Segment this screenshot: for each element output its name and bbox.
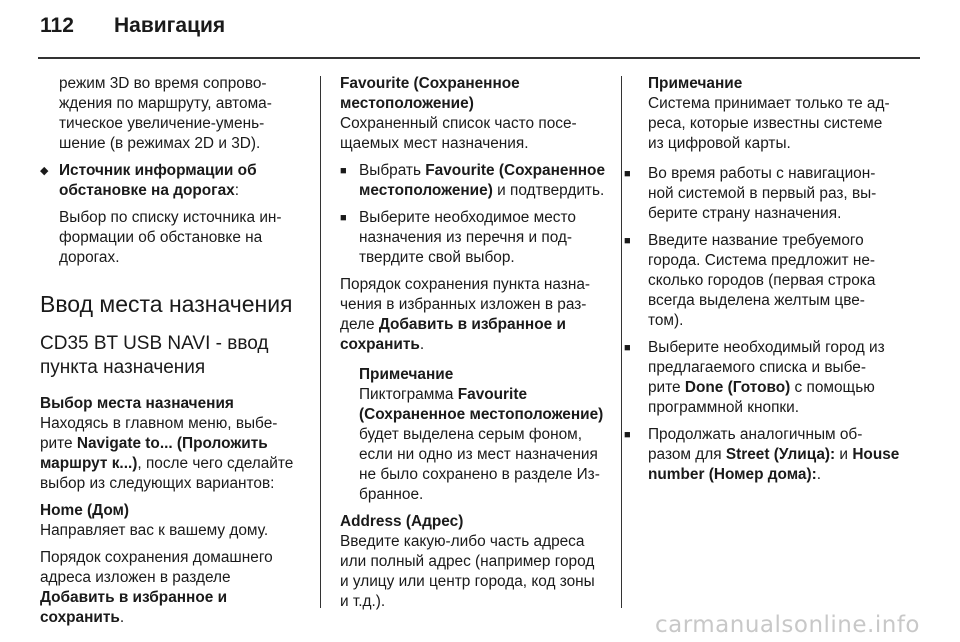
text-fragment: рите <box>648 379 685 396</box>
text-line: и т.д.). <box>340 593 386 610</box>
text-line: ной системой в первый раз, вы- <box>648 185 877 202</box>
text-line: если ни одно из мест назначения <box>359 446 598 463</box>
diamond-bullet-icon: ◆ <box>40 165 49 177</box>
text-fragment: , после чего сделайте <box>137 455 294 472</box>
bullet-street-house <box>624 425 920 485</box>
text-line: выбор из следующих вариантов: <box>40 475 275 492</box>
text-line: Выберите необходимый город из <box>648 339 885 356</box>
paragraph-continued <box>40 74 306 154</box>
text-line: режим 3D во время сопрово- <box>59 75 267 92</box>
text-line: ждения по маршруту, автома- <box>59 95 272 112</box>
watermark: carmanualsonline.info <box>654 612 920 638</box>
bullet-traffic-body <box>40 208 306 268</box>
text-line: тическое увеличение-умень- <box>59 115 265 132</box>
note-heading: Примечание <box>359 366 454 383</box>
menu-reference: Navigate to... (Проложить <box>76 435 268 452</box>
square-bullet-icon: ■ <box>624 235 631 247</box>
text-fragment: деле <box>340 316 379 333</box>
column-2 <box>340 74 608 612</box>
section-reference: Добавить в избранное и <box>378 316 566 333</box>
text-line: Выберите необходимое место <box>359 209 576 226</box>
text-line: Введите какую-либо часть адреса <box>340 533 585 550</box>
header-rule <box>38 57 920 59</box>
text-line: и улицу или центр города, код зоны <box>340 573 595 590</box>
text-line: Сохраненный список часто посе- <box>340 115 577 132</box>
text-line: Направляет вас к вашему дому. <box>40 522 269 539</box>
page-number: 112 <box>40 14 74 37</box>
select-destination-heading: Выбор места назначения <box>40 395 234 412</box>
text-line: формации об обстановке на <box>59 229 263 246</box>
text-line: Выбор по списку источника ин- <box>59 209 282 226</box>
field-reference: House <box>852 446 900 463</box>
column-divider-1 <box>320 76 321 608</box>
text-line: Находясь в главном меню, выбе- <box>40 415 278 432</box>
square-bullet-icon: ■ <box>340 165 347 177</box>
square-bullet-icon: ■ <box>624 342 631 354</box>
colon: : <box>234 182 239 199</box>
text-line: Порядок сохранения пункта назна- <box>340 276 590 293</box>
subsection-heading: пункта назначения <box>40 357 206 378</box>
bullet-select-favourite <box>340 161 608 201</box>
text-line: щаемых мест назначения. <box>340 135 529 152</box>
text-line: дорогах. <box>59 249 120 266</box>
text-line: берите страну назначения. <box>648 205 842 222</box>
text-fragment: Выбрать <box>359 162 426 179</box>
text-line: из цифровой карты. <box>648 135 791 152</box>
menu-reference: Favourite <box>457 386 528 403</box>
text-line: адреса изложен в разделе <box>40 569 231 586</box>
text-line: не было сохранено в разделе Из- <box>359 466 600 483</box>
text-fragment: разом для <box>648 446 726 463</box>
note-box <box>340 365 608 505</box>
bullet-heading: Источник информации об <box>59 162 257 179</box>
field-reference: Street (Улица): <box>725 446 836 463</box>
bullet-first-use <box>624 164 920 224</box>
bullet-traffic-source <box>40 161 306 201</box>
period: . <box>419 336 425 353</box>
text-line: чения в избранных изложен в раз- <box>340 296 587 313</box>
text-line: Система принимает только те ад- <box>648 95 890 112</box>
section-heading: Ввод места назначения <box>40 291 293 317</box>
menu-reference: Favourite (Сохраненное <box>425 162 606 179</box>
column-divider-2 <box>621 76 622 608</box>
menu-reference: (Сохраненное местоположение) <box>359 406 604 423</box>
menu-reference: местоположение) <box>359 182 493 199</box>
section-title: Навигация <box>114 14 226 37</box>
text-line: или полный адрес (например город <box>340 553 595 570</box>
period: . <box>816 466 822 483</box>
text-fragment: с помощью <box>790 379 875 396</box>
text-line: бранное. <box>359 486 424 503</box>
text-line: твердите свой выбор. <box>359 249 515 266</box>
text-line: назначения из перечня и под- <box>359 229 573 246</box>
text-line: всегда выделена желтым цве- <box>648 292 865 309</box>
text-fragment: рите <box>40 435 77 452</box>
text-fragment: и <box>835 446 853 463</box>
text-line: сколько городов (первая строка <box>648 272 876 289</box>
text-line: реса, которые известны системе <box>648 115 883 132</box>
button-reference: Done (Готово) <box>684 379 791 396</box>
address-heading: Address (Адрес) <box>340 513 464 530</box>
bullet-select-city <box>624 338 920 418</box>
text-line: шение (в режимах 2D и 3D). <box>59 135 261 152</box>
square-bullet-icon: ■ <box>624 168 631 180</box>
text-line: том). <box>648 312 684 329</box>
text-line: Введите название требуемого <box>648 232 864 249</box>
text-line: города. Система предложит не- <box>648 252 876 269</box>
square-bullet-icon: ■ <box>624 429 631 441</box>
text-line: Продолжать аналогичным об- <box>648 426 863 443</box>
bullet-enter-city <box>624 231 920 331</box>
favourite-heading: местоположение) <box>340 95 474 112</box>
text-fragment: Пиктограмма <box>359 386 458 403</box>
text-line: предлагаемого списка и выбе- <box>648 359 866 376</box>
bullet-heading: обстановке на дорогах <box>59 182 235 199</box>
text-line: Во время работы с навигацион- <box>648 165 876 182</box>
note-heading: Примечание <box>648 75 743 92</box>
square-bullet-icon: ■ <box>340 212 347 224</box>
section-reference: Добавить в избранное и сохранить <box>40 589 228 626</box>
favourite-heading: Favourite (Сохраненное <box>340 75 520 92</box>
text-line: программной кнопки. <box>648 399 800 416</box>
column-3 <box>624 74 920 485</box>
menu-reference: маршрут к...) <box>40 455 138 472</box>
subsection-heading: CD35 BT USB NAVI - ввод <box>40 333 269 354</box>
section-reference: сохранить <box>340 336 420 353</box>
period: . <box>119 609 125 626</box>
column-1 <box>40 74 306 628</box>
text-line: Порядок сохранения домашнего <box>40 549 273 566</box>
field-reference: number (Номер дома): <box>648 466 817 483</box>
text-line: будет выделена серым фоном, <box>359 426 583 443</box>
text-fragment: и подтвердить. <box>492 182 605 199</box>
home-heading: Home (Дом) <box>40 502 130 519</box>
bullet-choose-destination <box>340 208 608 268</box>
